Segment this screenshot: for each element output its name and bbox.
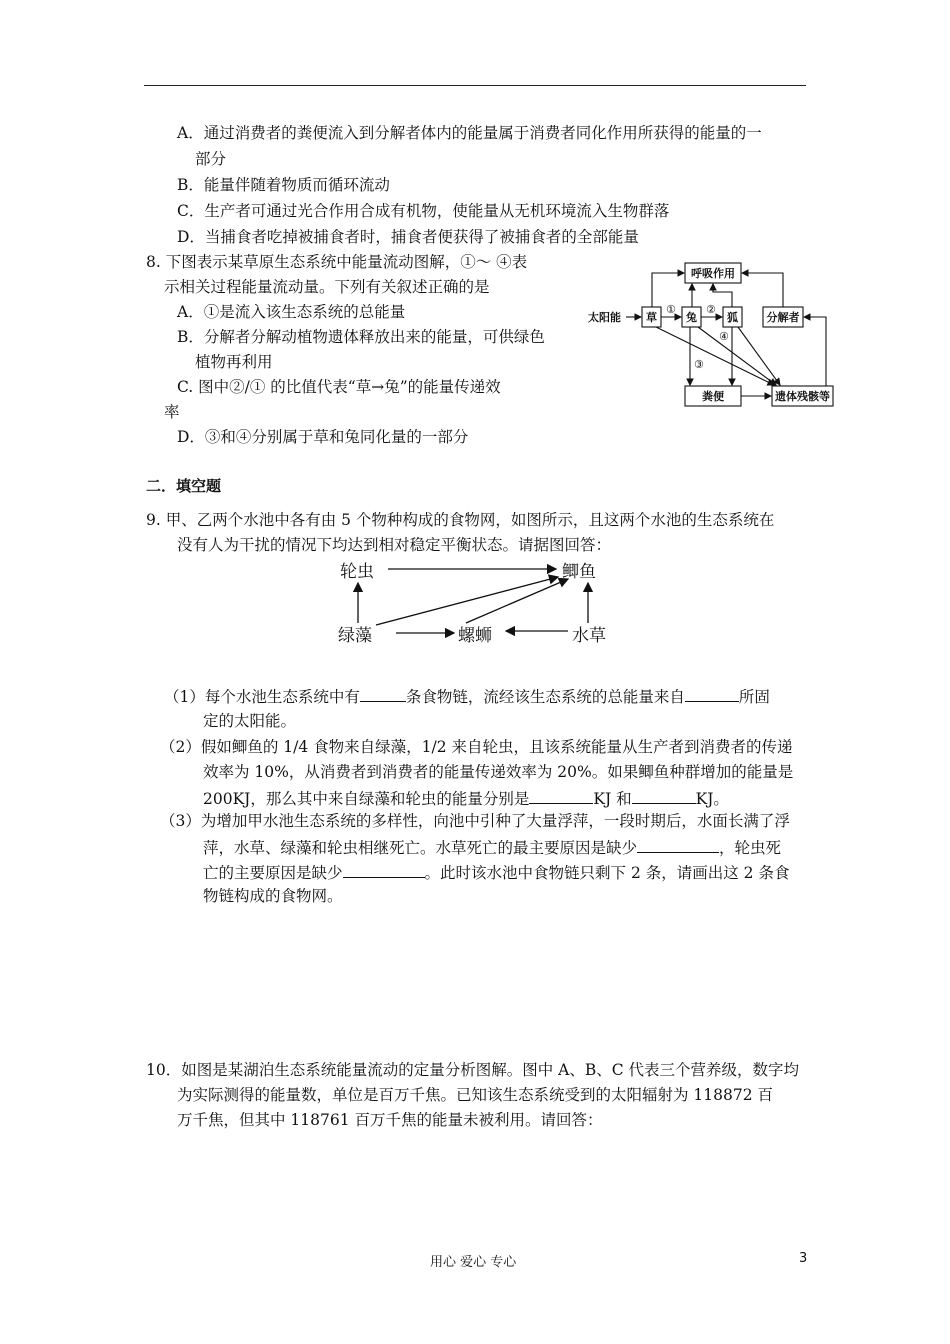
q9-part1-line1: （1）每个水池生态系统中有 条食物链，流经该生态系统的总能量来自 所固 xyxy=(164,685,770,707)
rabbit-label: 兔 xyxy=(686,311,697,324)
q9-part2-line3: 200KJ，那么其中来自绿藻和轮虫的能量分别是 KJ 和 KJ。 xyxy=(203,787,729,809)
q9-part1-line2: 定的太阳能。 xyxy=(203,712,297,730)
q7-option-c: C．生产者可通过光合作用合成有机物，使能量从无机环境流入生物群落 xyxy=(177,202,670,220)
q7-option-d: D．当捕食者吃掉被捕食者时，捕食者便获得了被捕食者的全部能量 xyxy=(177,228,639,246)
page-number: 3 xyxy=(799,1251,808,1266)
rotifer-label: 轮虫 xyxy=(340,562,374,582)
q7-option-a-line1: A．通过消费者的粪便流入到分解者体内的能量属于消费者同化作用所获得的能量的一 xyxy=(177,124,762,142)
q9-part3-line1: （3）为增加甲水池生态系统的多样性，向池中引种了大量浮萍，一段时期后，水面长满了浮 xyxy=(160,812,790,830)
q9-part3-line2: 萍，水草、绿藻和轮虫相继死亡。水草死亡的最主要原因是缺少 ，轮虫死 xyxy=(203,836,781,858)
respiration-label: 呼吸作用 xyxy=(691,267,735,280)
section-title: 二．填空题 xyxy=(146,477,222,495)
snail-label: 螺蛳 xyxy=(458,626,492,646)
q8-stem-line1: 8. 下图表示某草原生态系统中能量流动图解，①～ ④表 xyxy=(146,253,528,271)
q8-option-a: A．①是流入该生态系统的总能量 xyxy=(177,303,406,321)
label-3: ③ xyxy=(694,358,704,371)
label-1: ① xyxy=(666,303,676,316)
q8-option-b-line1: B．分解者分解动植物遗体释放出来的能量，可供绿色 xyxy=(177,328,545,346)
energy-flow-diagram xyxy=(586,258,836,410)
q9-stem-line1: 9. 甲、乙两个水池中各有由 5 个物种构成的食物网，如图所示，且这两个水池的生态系统在 xyxy=(146,511,775,529)
q9-stem-line2: 没有人为干扰的情况下均达到相对稳定平衡状态。请据图回答： xyxy=(177,536,612,554)
header-rule xyxy=(144,85,806,86)
q9-part2-blank1[interactable] xyxy=(529,787,593,804)
q9-part2-line1: （2）假如鲫鱼的 1/4 食物来自绿藻，1/2 来自轮虫，且该系统能量从生产者到消费者的传递 xyxy=(160,738,793,756)
q9-part2-line2: 效率为 10%，从消费者到消费者的能量传递效率为 20%。如果鲫鱼种群增加的能量是 xyxy=(203,763,794,781)
q10-line3: 万千焦，但其中 118761 百万千焦的能量未被利用。请回答： xyxy=(177,1111,603,1129)
q7-option-a-line2: 部分 xyxy=(195,150,227,168)
label-4: ④ xyxy=(719,330,729,343)
footer-slogan: 用心 爱心 专心 xyxy=(430,1255,517,1270)
q8-stem-line2: 示相关过程能量流动量。下列有关叙述正确的是 xyxy=(164,278,490,296)
food-web-diagram xyxy=(336,557,616,652)
sun-label: 太阳能 xyxy=(588,311,621,324)
q9-part3-blank1[interactable] xyxy=(637,836,719,853)
q9-part3-line4: 物链构成的食物网。 xyxy=(203,887,343,905)
q7-option-b: B．能量伴随着物质而循环流动 xyxy=(177,176,390,194)
decomposer-label: 分解者 xyxy=(766,311,800,324)
q9-part2-blank2[interactable] xyxy=(632,787,696,804)
fox-label: 狐 xyxy=(727,311,738,324)
q8-option-d: D．③和④分别属于草和兔同化量的一部分 xyxy=(177,428,469,446)
q8-option-b-line2: 植物再利用 xyxy=(195,353,273,371)
q10-line2: 为实际测得的能量数，单位是百万千焦。已知该生态系统受到的太阳辐射为 118872 百 xyxy=(177,1086,774,1104)
q8-option-c-line1: C. 图中②/① 的比值代表“草→兔”的能量传递效 xyxy=(177,378,501,396)
q9-part3-blank2[interactable] xyxy=(343,861,425,878)
label-2: ② xyxy=(706,303,716,316)
q9-part1-blank1[interactable] xyxy=(360,685,406,702)
grass-label: 草 xyxy=(646,311,657,324)
q10-line1: 10．如图是某湖泊生态系统能量流动的定量分析图解。图中 A、B、C 代表三个营养级，数字均 xyxy=(146,1061,800,1079)
remains-label: 遗体残骸等 xyxy=(775,390,830,403)
q9-part1-blank2[interactable] xyxy=(685,685,739,702)
q9-part3-line3: 亡的主要原因是缺少 。此时该水池中食物链只剩下 2 条，请画出这 2 条食 xyxy=(203,861,789,883)
q8-option-c-line2: 率 xyxy=(164,403,180,421)
waterweed-label: 水草 xyxy=(572,626,606,646)
algae-label: 绿藻 xyxy=(338,626,372,646)
crucian-label: 鲫鱼 xyxy=(562,562,596,582)
feces-label: 粪便 xyxy=(702,390,724,403)
